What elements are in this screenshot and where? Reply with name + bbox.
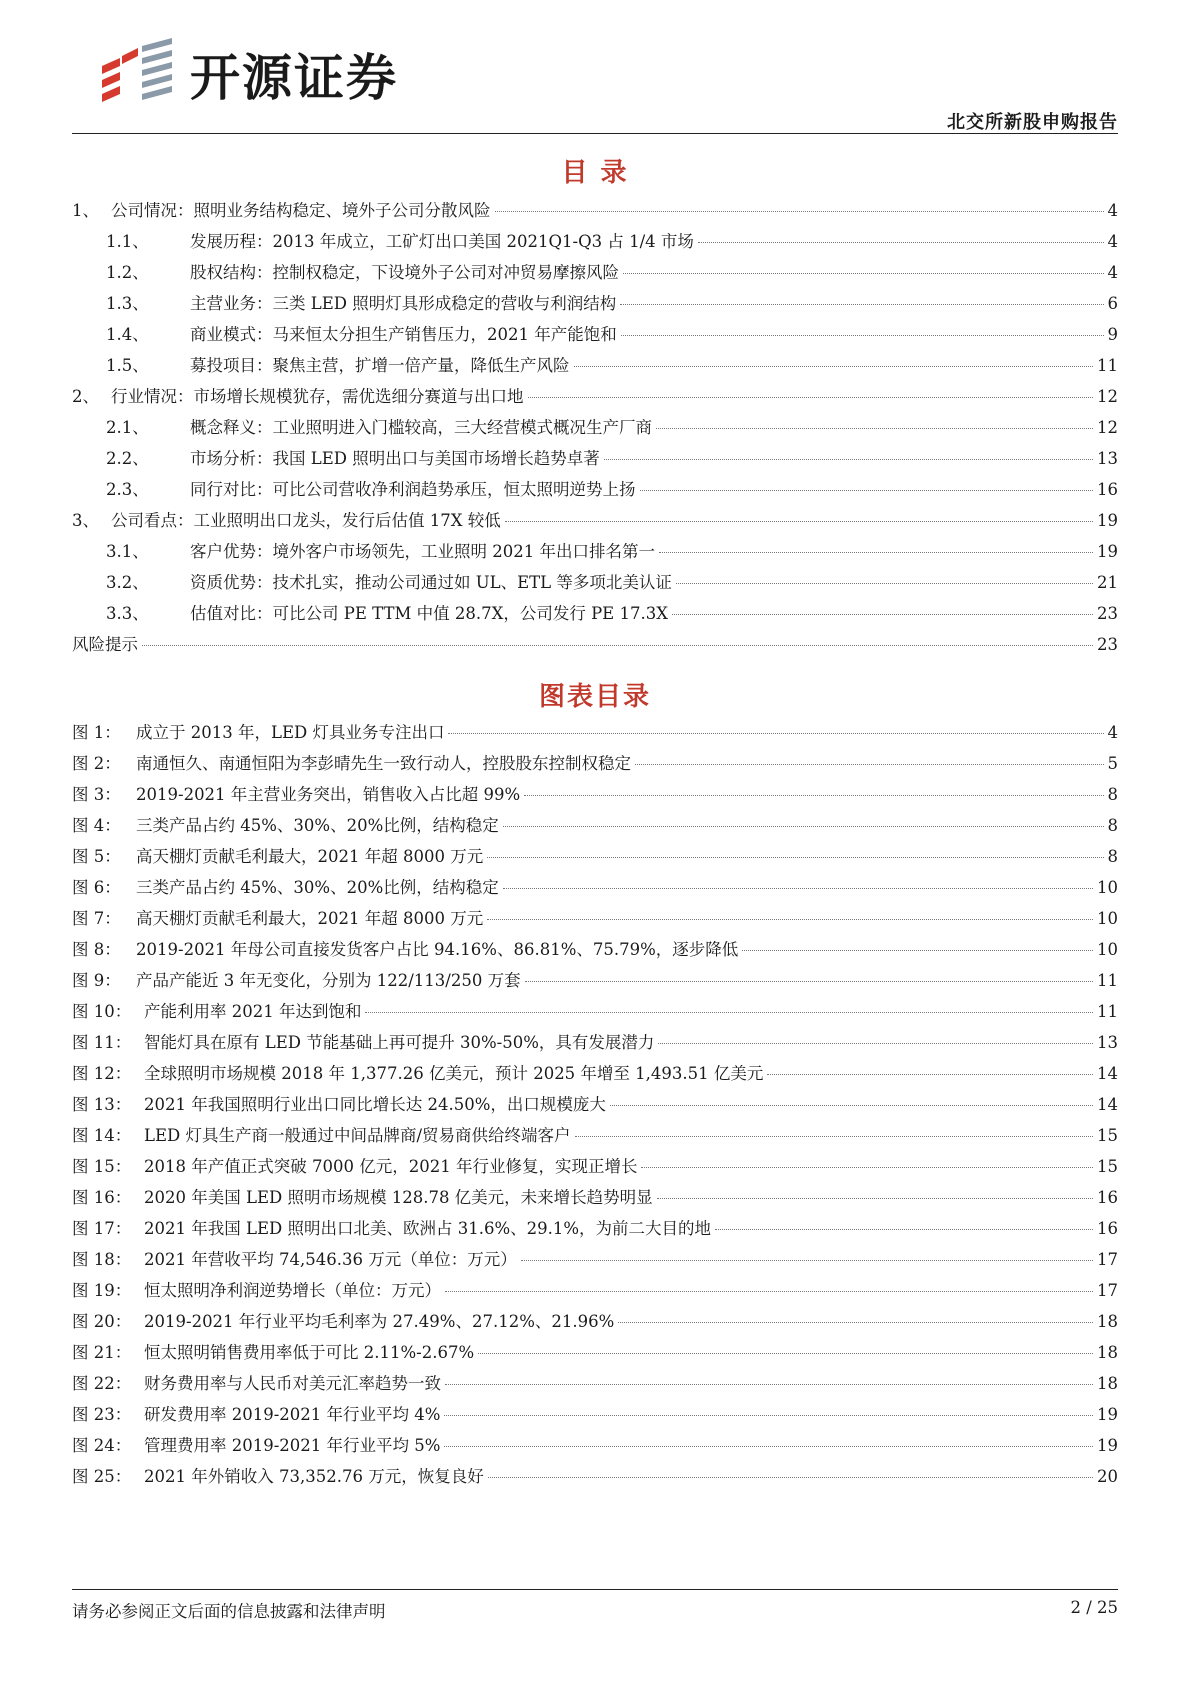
toc-entry-number: 3.2、 <box>106 573 149 592</box>
figure-number: 图 24： <box>72 1436 132 1455</box>
dot-leader <box>618 1322 1093 1323</box>
figure-entry[interactable] <box>72 1153 1118 1184</box>
figure-number: 图 2： <box>72 754 121 773</box>
toc-entry-text: 资质优势：技术扎实，推动公司通过如 UL、ETL 等多项北美认证 <box>190 573 672 592</box>
toc-entry-number: 1.5、 <box>106 356 149 375</box>
page-number: 15 <box>1097 1157 1118 1176</box>
dot-leader <box>487 857 1103 858</box>
figure-number: 图 8： <box>72 940 121 959</box>
toc-entry[interactable] <box>72 476 1118 507</box>
page-number: 4 <box>1107 201 1118 220</box>
figure-number: 图 10： <box>72 1002 132 1021</box>
figure-caption: 财务费用率与人民币对美元汇率趋势一致 <box>144 1374 441 1393</box>
page-number: 19 <box>1097 542 1118 561</box>
figure-entry[interactable] <box>72 874 1118 905</box>
figure-entry[interactable] <box>72 719 1118 750</box>
dot-leader <box>505 521 1093 522</box>
figure-entry[interactable] <box>72 1432 1118 1463</box>
logo-mark-icon <box>98 36 180 112</box>
toc-entry-number: 2.1、 <box>106 418 149 437</box>
figure-number: 图 22： <box>72 1374 132 1393</box>
figure-number: 图 3： <box>72 785 121 804</box>
figure-entry[interactable] <box>72 1246 1118 1277</box>
dot-leader <box>658 1043 1093 1044</box>
figure-caption: 全球照明市场规模 2018 年 1,377.26 亿美元，预计 2025 年增至 1,493.51 亿美元 <box>144 1064 764 1083</box>
figure-entry[interactable] <box>72 1122 1118 1153</box>
page-number: 10 <box>1097 878 1118 897</box>
dot-leader <box>635 764 1104 765</box>
page-number: 23 <box>1097 635 1118 654</box>
toc-entry-text: 估值对比：可比公司 PE TTM 中值 28.7X，公司发行 PE 17.3X <box>190 604 668 623</box>
figure-caption: 高天棚灯贡献毛利最大，2021 年超 8000 万元 <box>136 847 484 866</box>
figure-caption: 三类产品占约 45%、30%、20%比例，结构稳定 <box>136 816 499 835</box>
toc-entry-text: 公司看点：工业照明出口龙头，发行后估值 17X 较低 <box>111 511 501 530</box>
page-number: 16 <box>1097 480 1118 499</box>
toc-entry-text: 发展历程：2013 年成立，工矿灯出口美国 2021Q1-Q3 占 1/4 市场 <box>190 232 694 251</box>
toc-entry[interactable] <box>72 600 1118 631</box>
figure-caption: 研发费用率 2019-2021 年行业平均 4% <box>144 1405 441 1424</box>
figure-caption: 2021 年外销收入 73,352.76 万元，恢复良好 <box>144 1467 484 1486</box>
toc-entry[interactable] <box>72 507 1118 538</box>
report-type-label: 北交所新股申购报告 <box>947 112 1118 133</box>
figure-caption: 2018 年产值正式突破 7000 亿元，2021 年行业修复，实现正增长 <box>144 1157 638 1176</box>
page-number: 21 <box>1097 573 1118 592</box>
dot-leader <box>525 981 1093 982</box>
company-logo <box>98 36 458 112</box>
toc-entry-text: 客户优势：境外客户市场领先，工业照明 2021 年出口排名第一 <box>190 542 655 561</box>
figure-caption: 恒太照明销售费用率低于可比 2.11%-2.67% <box>144 1343 475 1362</box>
dot-leader <box>524 795 1103 796</box>
toc-entry[interactable] <box>72 259 1118 290</box>
figure-entry[interactable] <box>72 1060 1118 1091</box>
toc-entry[interactable] <box>72 228 1118 259</box>
dot-leader <box>528 397 1094 398</box>
figure-number: 图 21： <box>72 1343 132 1362</box>
dot-leader <box>742 950 1093 951</box>
dot-leader <box>640 490 1094 491</box>
dot-leader <box>610 1105 1093 1106</box>
dot-leader <box>478 1353 1093 1354</box>
toc-entry[interactable] <box>72 383 1118 414</box>
figure-entry[interactable] <box>72 1401 1118 1432</box>
figure-number: 图 17： <box>72 1219 132 1238</box>
toc-entry-text: 风险提示 <box>72 635 138 654</box>
toc-entry-text: 行业情况：市场增长规模犹存，需优选细分赛道与出口地 <box>111 387 524 406</box>
dot-leader <box>487 919 1093 920</box>
figure-caption: 2021 年我国 LED 照明出口北美、欧洲占 31.6%、29.1%，为前二大目的地 <box>144 1219 712 1238</box>
figure-entry[interactable] <box>72 905 1118 936</box>
figure-entry[interactable] <box>72 998 1118 1029</box>
figure-number: 图 9： <box>72 971 121 990</box>
page-number: 4 <box>1107 723 1118 742</box>
toc-entry-text: 公司情况：照明业务结构稳定、境外子公司分散风险 <box>111 201 491 220</box>
toc-entry-number: 2.2、 <box>106 449 149 468</box>
page-number: 11 <box>1097 356 1118 375</box>
page-number: 4 <box>1107 232 1118 251</box>
dot-leader <box>604 459 1093 460</box>
page-number: 14 <box>1097 1064 1118 1083</box>
figure-number: 图 13： <box>72 1095 132 1114</box>
dot-leader <box>621 335 1104 336</box>
dot-leader <box>715 1229 1093 1230</box>
toc-entry-text: 概念释义：工业照明进入门槛较高，三大经营模式概况生产厂商 <box>190 418 652 437</box>
toc-entry-text: 商业模式：马来恒太分担生产销售压力，2021 年产能饱和 <box>190 325 617 344</box>
page-number: 11 <box>1097 971 1118 990</box>
page-number: 6 <box>1107 294 1118 313</box>
page-number: 14 <box>1097 1095 1118 1114</box>
figure-entry[interactable] <box>72 750 1118 781</box>
dot-leader <box>676 583 1093 584</box>
figure-number: 图 11： <box>72 1033 132 1052</box>
dot-leader <box>488 1477 1093 1478</box>
figure-entry[interactable] <box>72 1308 1118 1339</box>
logo-text: 开源证券 <box>190 49 398 107</box>
figure-number: 图 1： <box>72 723 121 742</box>
figure-entry[interactable] <box>72 781 1118 812</box>
figure-caption: 高天棚灯贡献毛利最大，2021 年超 8000 万元 <box>136 909 484 928</box>
figure-caption: 2020 年美国 LED 照明市场规模 128.78 亿美元，未来增长趋势明显 <box>144 1188 653 1207</box>
page-number: 5 <box>1107 754 1118 773</box>
toc-entry-number: 2.3、 <box>106 480 149 499</box>
footer <box>72 1598 1118 1622</box>
dot-leader <box>659 552 1093 553</box>
toc-entry-number: 1.1、 <box>106 232 149 251</box>
figure-caption: 2021 年我国照明行业出口同比增长达 24.50%，出口规模庞大 <box>144 1095 606 1114</box>
toc-entry-text: 主营业务：三类 LED 照明灯具形成稳定的营收与利润结构 <box>190 294 617 313</box>
figure-entry[interactable] <box>72 1091 1118 1122</box>
toc-entry[interactable] <box>72 414 1118 445</box>
dot-leader <box>641 1167 1093 1168</box>
figure-caption: 产品产能近 3 年无变化，分别为 122/113/250 万套 <box>136 971 521 990</box>
page-number: 19 <box>1097 511 1118 530</box>
dot-leader <box>574 366 1094 367</box>
toc-entry[interactable] <box>72 445 1118 476</box>
figure-number: 图 18： <box>72 1250 132 1269</box>
dot-leader <box>656 428 1093 429</box>
page-number: 18 <box>1097 1312 1118 1331</box>
figure-entry[interactable] <box>72 1029 1118 1060</box>
dot-leader <box>445 1384 1093 1385</box>
figure-entry[interactable] <box>72 1215 1118 1246</box>
figure-entry[interactable] <box>72 1277 1118 1308</box>
dot-leader <box>767 1074 1093 1075</box>
dot-leader <box>444 1446 1093 1447</box>
figure-entry[interactable] <box>72 1370 1118 1401</box>
page-number: 17 <box>1097 1281 1118 1300</box>
toc-entry-text: 市场分析：我国 LED 照明出口与美国市场增长趋势卓著 <box>190 449 600 468</box>
page-number: 18 <box>1097 1374 1118 1393</box>
figure-caption: 2019-2021 年母公司直接发货客户占比 94.16%、86.81%、75.79%，逐步降低 <box>136 940 739 959</box>
dot-leader <box>620 304 1103 305</box>
figure-caption: 恒太照明净利润逆势增长（单位：万元） <box>144 1281 441 1300</box>
figure-caption: 南通恒久、南通恒阳为李彭晴先生一致行动人，控股股东控制权稳定 <box>136 754 631 773</box>
page-number: 10 <box>1097 909 1118 928</box>
figure-caption: 三类产品占约 45%、30%、20%比例，结构稳定 <box>136 878 499 897</box>
page-number: 8 <box>1107 847 1118 866</box>
header-divider <box>72 133 1118 134</box>
page-number: 17 <box>1097 1250 1118 1269</box>
figure-number: 图 16： <box>72 1188 132 1207</box>
page-number: 9 <box>1107 325 1118 344</box>
footer-divider <box>72 1589 1118 1590</box>
figure-caption: 管理费用率 2019-2021 年行业平均 5% <box>144 1436 441 1455</box>
figure-entry[interactable] <box>72 1339 1118 1370</box>
figure-caption: 2021 年营收平均 74,546.36 万元（单位：万元） <box>144 1250 517 1269</box>
dot-leader <box>495 211 1104 212</box>
dot-leader <box>672 614 1093 615</box>
figure-number: 图 12： <box>72 1064 132 1083</box>
dot-leader <box>365 1012 1093 1013</box>
figure-caption: 产能利用率 2021 年达到饱和 <box>144 1002 362 1021</box>
toc-entry[interactable] <box>72 321 1118 352</box>
page-number: 19 <box>1097 1436 1118 1455</box>
figure-entry[interactable] <box>72 936 1118 967</box>
toc-entry[interactable] <box>72 538 1118 569</box>
dot-leader <box>503 826 1104 827</box>
dot-leader <box>698 242 1104 243</box>
toc-entry[interactable] <box>72 290 1118 321</box>
toc-entry[interactable] <box>72 631 1118 662</box>
page-number: 16 <box>1097 1219 1118 1238</box>
figure-caption: 2019-2021 年行业平均毛利率为 27.49%、27.12%、21.96% <box>144 1312 615 1331</box>
toc-entry-number: 3.3、 <box>106 604 149 623</box>
page-number: 20 <box>1097 1467 1118 1486</box>
dot-leader <box>448 733 1103 734</box>
toc-entry-number: 1.4、 <box>106 325 149 344</box>
dot-leader <box>142 645 1093 646</box>
figure-number: 图 14： <box>72 1126 132 1145</box>
page-number: 19 <box>1097 1405 1118 1424</box>
figure-number: 图 5： <box>72 847 121 866</box>
toc-list <box>72 197 1118 662</box>
toc-title: 目 录 <box>561 158 629 188</box>
page-number: 23 <box>1097 604 1118 623</box>
page-number: 11 <box>1097 1002 1118 1021</box>
figure-caption: 成立于 2013 年，LED 灯具业务专注出口 <box>136 723 445 742</box>
figure-number: 图 25： <box>72 1467 132 1486</box>
dot-leader <box>623 273 1104 274</box>
page-number: 12 <box>1097 418 1118 437</box>
toc-entry-number: 2、 <box>72 387 99 406</box>
toc-entry-number: 1.2、 <box>106 263 149 282</box>
dot-leader <box>445 1291 1093 1292</box>
page-indicator: 2 / 25 <box>1070 1598 1118 1617</box>
figure-entry[interactable] <box>72 812 1118 843</box>
toc-entry-text: 同行对比：可比公司营收净利润趋势承压，恒太照明逆势上扬 <box>190 480 636 499</box>
page-number: 15 <box>1097 1126 1118 1145</box>
figure-entry[interactable] <box>72 1184 1118 1215</box>
page-number: 13 <box>1097 1033 1118 1052</box>
toc-entry-number: 1.3、 <box>106 294 149 313</box>
toc-entry[interactable] <box>72 569 1118 600</box>
figure-number: 图 19： <box>72 1281 132 1300</box>
dot-leader <box>444 1415 1093 1416</box>
figure-number: 图 20： <box>72 1312 132 1331</box>
figure-number: 图 6： <box>72 878 121 897</box>
page-number: 18 <box>1097 1343 1118 1362</box>
toc-entry-number: 3、 <box>72 511 99 530</box>
page-number: 4 <box>1107 263 1118 282</box>
footer-disclaimer: 请务必参阅正文后面的信息披露和法律声明 <box>72 1602 386 1621</box>
figure-entry[interactable] <box>72 967 1118 998</box>
figures-title: 图表目录 <box>538 682 651 712</box>
dot-leader <box>575 1136 1093 1137</box>
page-number: 13 <box>1097 449 1118 468</box>
page-number: 16 <box>1097 1188 1118 1207</box>
toc-entry-text: 募投项目：聚焦主营，扩增一倍产量，降低生产风险 <box>190 356 570 375</box>
figure-number: 图 23： <box>72 1405 132 1424</box>
page-number: 8 <box>1107 816 1118 835</box>
page-number: 12 <box>1097 387 1118 406</box>
figure-number: 图 4： <box>72 816 121 835</box>
dot-leader <box>657 1198 1093 1199</box>
toc-entry-text: 股权结构：控制权稳定，下设境外子公司对冲贸易摩擦风险 <box>190 263 619 282</box>
dot-leader <box>521 1260 1093 1261</box>
dot-leader <box>503 888 1093 889</box>
toc-entry[interactable] <box>72 197 1118 228</box>
figure-entry[interactable] <box>72 1463 1118 1494</box>
figure-number: 图 15： <box>72 1157 132 1176</box>
figure-caption: 2019-2021 年主营业务突出，销售收入占比超 99% <box>136 785 521 804</box>
figure-entry[interactable] <box>72 843 1118 874</box>
page-number: 10 <box>1097 940 1118 959</box>
figure-caption: LED 灯具生产商一般通过中间品牌商/贸易商供给终端客户 <box>144 1126 571 1145</box>
toc-entry[interactable] <box>72 352 1118 383</box>
page-number: 8 <box>1107 785 1118 804</box>
toc-entry-number: 1、 <box>72 201 99 220</box>
figure-number: 图 7： <box>72 909 121 928</box>
figure-caption: 智能灯具在原有 LED 节能基础上再可提升 30%-50%，具有发展潜力 <box>144 1033 655 1052</box>
figures-list <box>72 719 1118 1494</box>
toc-entry-number: 3.1、 <box>106 542 149 561</box>
